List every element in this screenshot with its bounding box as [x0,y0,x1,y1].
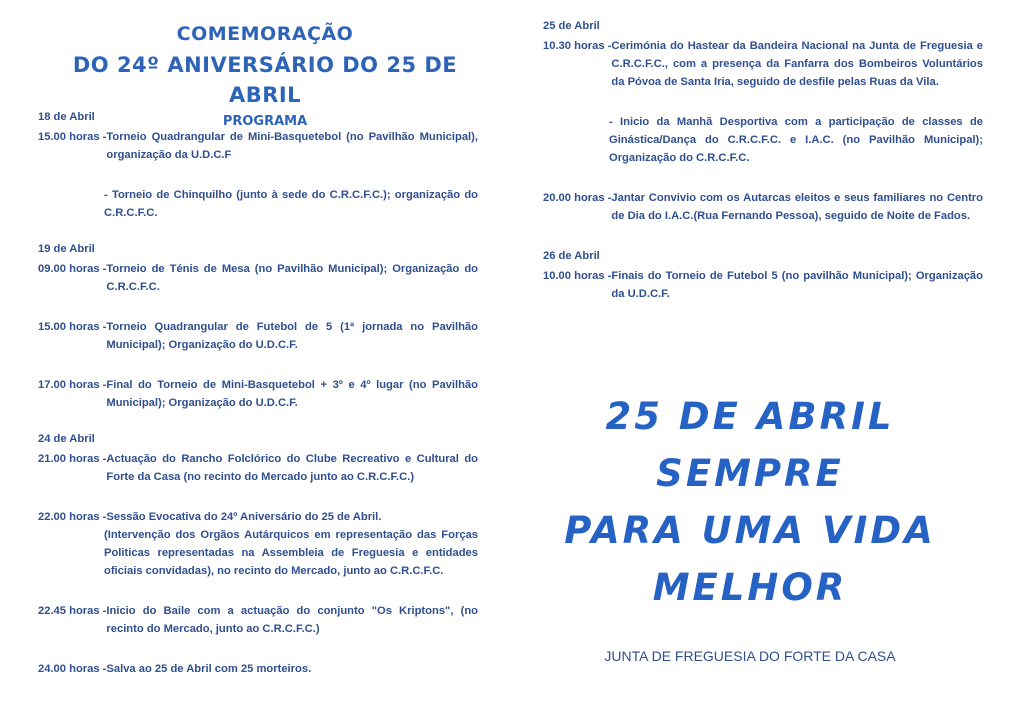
event-time: 10.30 horas - [543,40,612,52]
day-label-25: 25 de Abril [543,20,600,32]
day-label-18: 18 de Abril [38,111,95,123]
right-column [543,17,983,303]
event-description: Cerimónia do Hastear da Bandeira Nacional na Junta de Freguesia e C.R.C.F.C., com a presença da Fanfarra dos Bombeiros Voluntários da Póvoa de Santa Iria, seguido de desfile pelas Ruas da Vila. [611,40,983,88]
footer-organizer: JUNTA DE FREGUESIA DO FORTE DA CASA [604,648,896,664]
event-19-0900 [38,260,478,296]
slogan-line-4: MELHOR [652,566,848,609]
event-24-2100 [38,450,478,486]
slogan-line-3: PARA UMA VIDA [564,509,936,552]
event-time: 24.00 horas - [38,663,107,675]
event-25-2000 [543,189,983,225]
event-18-chinquilho: - Torneio de Chinquilho (junto à sede do C.R.C.F.C.); organização do C.R.C.F.C. [104,189,478,219]
event-description: Jantar Convivio com os Autarcas eleitos e seus familiares no Centro de Dia do I.A.C.(Rua Fernando Pessoa), seguido de Noite de Fados. [611,192,983,222]
event-description: Salva ao 25 de Abril com 25 morteiros. [106,663,312,675]
event-26-1000 [543,267,983,303]
event-19-1500 [38,318,478,354]
slogan-line-1: 25 DE ABRIL [605,395,895,438]
event-description: Finais do Torneio de Futebol 5 (no pavilhão Municipal); Organização da U.D.C.F. [611,270,983,300]
event-description: Actuação do Rancho Folclórico do Clube Recreativo e Cultural do Forte da Casa (no recinto do Mercado junto ao C.R.C.F.C.) [106,453,478,483]
event-24-2200 [38,508,478,526]
day-label-24: 24 de Abril [38,433,95,445]
event-description: Torneio Quadrangular de Futebol de 5 (1ª jornada no Pavilhão Municipal); Organização do U.D.C.F. [106,321,478,351]
title-line-1: COMEMORAÇÃO [176,23,354,45]
event-time: 15.00 horas - [38,321,107,333]
event-description: Inicio do Baile com a actuação do conjunto "Os Kriptons", (no recinto do Mercado, junto ao C.R.C.F.C.) [106,605,478,635]
title-line-2: DO 24º ANIVERSÁRIO DO 25 DE ABRIL [72,53,458,107]
event-description: Torneio de Ténis de Mesa (no Pavilhão Municipal); Organização do C.R.C.F.C. [106,263,478,293]
event-description: Sessão Evocativa do 24º Aniversário do 25 de Abril. [106,511,382,523]
event-18-1500 [38,128,478,164]
event-time: 17.00 horas - [38,379,107,391]
event-description: Torneio Quadrangular de Mini-Basquetebol (no Pavilhão Municipal), organização da U.D.C.F [106,131,478,161]
event-time: 22.00 horas - [38,511,107,523]
event-time: 10.00 horas - [543,270,612,282]
event-24-2400 [38,660,478,678]
event-time: 22.45 horas - [38,605,107,617]
event-24-2245 [38,602,478,638]
event-time: 21.00 horas - [38,453,107,465]
event-time: 20.00 horas - [543,192,612,204]
event-description: Final do Torneio de Mini-Basquetebol + 3º e 4º lugar (no Pavilhão Municipal); Organização do U.D.C.F. [106,379,478,409]
day-label-19: 19 de Abril [38,243,95,255]
event-19-1700 [38,376,478,412]
day-label-26: 26 de Abril [543,250,600,262]
left-column [38,108,478,678]
event-time: 09.00 horas - [38,263,107,275]
slogan-line-2: SEMPRE [656,452,844,495]
event-time: 15.00 horas - [38,131,107,143]
event-25-manha-desportiva: - Inicio da Manhã Desportiva com a participação de classes de Ginástica/Dança do C.R.C.F.C. e I.A.C. (no Pavilhão Municipal); Organização do C.R.C.F.C. [609,116,983,164]
program-subtitle: PROGRAMA [222,114,308,129]
event-25-1030 [543,37,983,91]
event-24-2200-detail: (Intervenção dos Orgãos Autárquicos em representação das Forças Politicas representadas na Assembleia de Freguesia e entidades oficiais convidadas), no recinto do Mercado, junto ao C.R.C.F.C. [104,529,478,577]
slogan [560,388,940,616]
